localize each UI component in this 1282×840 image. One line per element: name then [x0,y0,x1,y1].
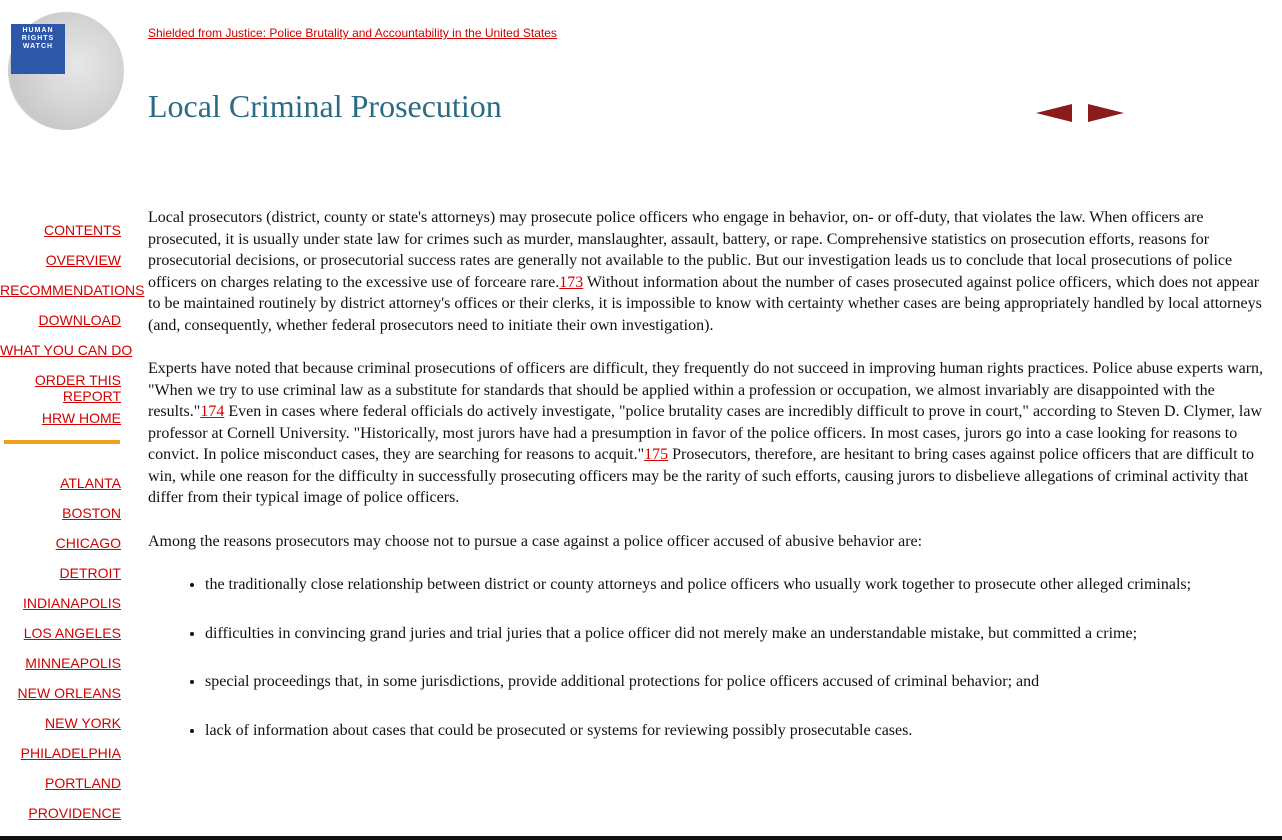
logo-line: HUMAN [22,27,54,34]
nav-what-you-can-do[interactable]: WHAT YOU CAN DO [0,342,133,358]
paragraph-1: Local prosecutors (district, county or state's attorneys) may prosecute police officers who engage in behavior, on- or off-duty, that violates the law. When officers are prosecuted, it is usually under state law for crimes such as murder, manslaughter, assault, battery, or rape. Comprehensive statistics on prosecution efforts, reasons for prosecutorial decisions, or prosecutorial success rates are generally not available to the public. But our investigation leads us to conclude that local prosecutions of police officers on charges relating to the excessive use of forceare rare.173 Without information about the number of cases prosecuted against police officers, which does not appear to be maintained routinely by district attorney's offices or their clerks, it is impossible to know with certainty whether cases are being appropriately handled by local attorneys (and, consequently, whether federal prosecutors need to initiate their own investigation). [148,209,1262,334]
nav-order-line: REPORT [62,388,121,404]
nav-city-boston[interactable]: BOSTON [62,505,121,521]
footnote-link-174[interactable]: 174 [200,403,225,420]
report-title-link[interactable]: Shielded from Justice: Police Brutality and Accountability in the United States [148,26,557,40]
reasons-list [148,574,1270,741]
list-item: • special proceedings that, in some jurisdictions, provide additional protections for police officers accused of criminal behavior; and [205,671,1270,693]
article-body [148,207,1270,768]
nav-city-atlanta[interactable]: ATLANTA [60,475,121,491]
nav-city-philadelphia[interactable]: PHILADELPHIA [20,745,121,761]
previous-page-arrow-icon[interactable] [1036,104,1072,122]
window-bottom-border [0,836,1282,840]
nav-order-line: ORDER THIS [34,372,121,388]
nav-city-minneapolis[interactable]: MINNEAPOLIS [25,655,121,671]
paragraph-2: Experts have noted that because criminal prosecutions of officers are difficult, they frequently do not succeed in improving human rights practices. Police abuse experts warn, "When we try to use criminal law as a substitute for standards that should be applied within a profession or occupation, we almost invariably are disappointed with the results."174 Even in cases where federal officials do actively investigate, "police brutality cases are incredibly difficult to prove in court," according to Steven D. Clymer, law professor at Cornell University. "Historically, most jurors have had a presumption in favor of the police officers. In most cases, jurors go into a case looking for reasons to convict. In police misconduct cases, they are searching for reasons to acquit."175 Prosecutors, therefore, are hesitant to bring cases against police officers that are difficult to win, while one reason for the difficulty in successfully prosecuting officers may be the rarity of such efforts, causing jurors to disbelieve allegations of criminal activity that differ from their typical image of police officers. [148,360,1264,506]
page-title: Local Criminal Prosecution [148,88,502,124]
paragraph-3: Among the reasons prosecutors may choose not to pursue a case against a police officer accused of abusive behavior are: [148,532,923,550]
footnote-link-175[interactable]: 175 [644,446,669,463]
list-item: • difficulties in convincing grand juries and trial juries that a police officer did not merely make an understandable mistake, but committed a crime; [205,623,1270,645]
nav-city-new-york[interactable]: NEW YORK [45,715,121,731]
nav-city-providence[interactable]: PROVIDENCE [28,805,121,821]
nav-contents[interactable]: CONTENTS [44,222,121,238]
hrw-logo [0,0,128,140]
nav-order-this-report[interactable] [0,372,121,404]
nav-city-indianapolis[interactable]: INDIANAPOLIS [22,595,121,611]
list-item: • lack of information about cases that could be prosecuted or systems for reviewing possibly prosecutable cases. [205,720,1270,742]
logo-line: WATCH [22,43,54,50]
next-page-arrow-icon[interactable] [1088,104,1124,122]
nav-city-new-orleans[interactable]: NEW ORLEANS [17,685,121,701]
nav-hrw-home[interactable]: HRW HOME [41,410,121,426]
logo-line: RIGHTS [21,35,55,42]
footnote-link-173[interactable]: 173 [559,273,584,291]
nav-download[interactable]: DOWNLOAD [38,312,121,328]
hrw-logo-box [11,24,65,74]
nav-city-chicago[interactable]: CHICAGO [55,535,121,551]
sidebar-nav [0,222,145,835]
list-item: • the traditionally close relationship between district or county attorneys and police officers who usually work together to prosecute other alleged criminals; [205,574,1270,596]
nav-city-detroit[interactable]: DETROIT [59,565,121,581]
nav-recommendations[interactable]: RECOMMENDATIONS [0,282,145,298]
nav-divider [4,440,120,444]
nav-city-los-angeles[interactable]: LOS ANGELES [23,625,121,641]
nav-overview[interactable]: OVERVIEW [45,252,121,268]
nav-city-portland[interactable]: PORTLAND [45,775,121,791]
